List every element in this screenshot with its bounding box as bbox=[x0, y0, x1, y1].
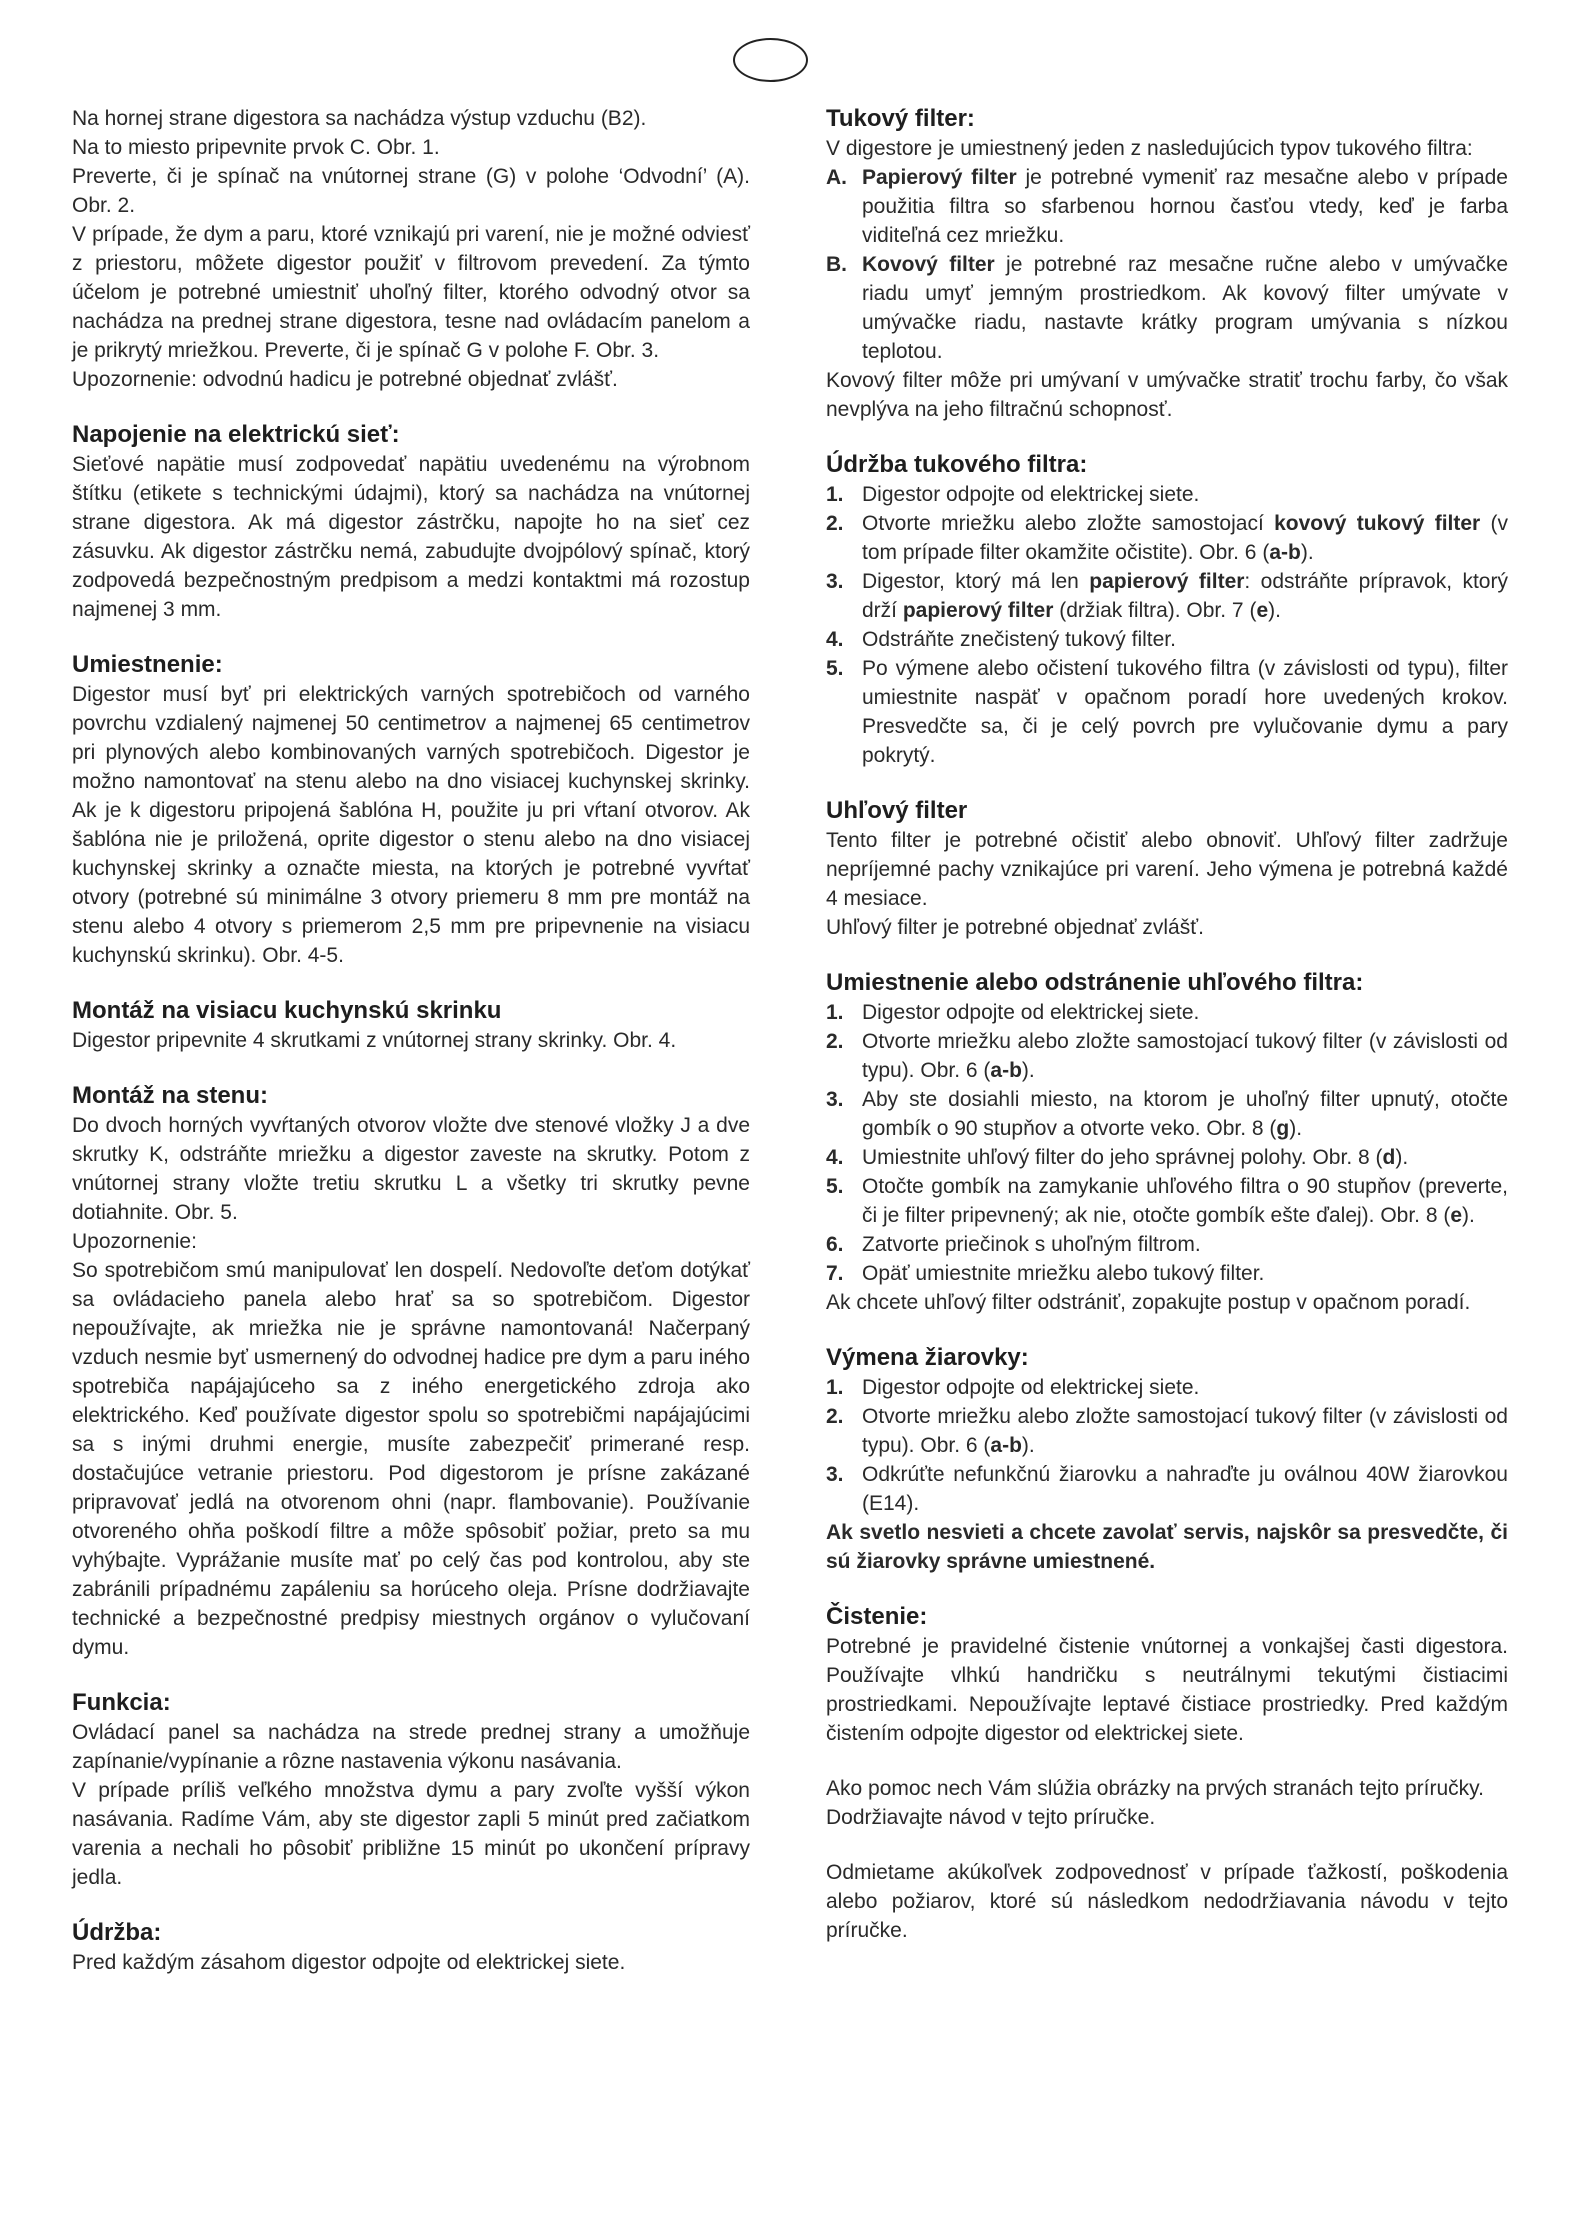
heading-cleaning: Čistenie: bbox=[826, 1603, 928, 1630]
wall-mount-text: Do dvoch horných vyvŕtaných otvorov vložte dve stenové vložky J a dve skrutky K, odstráňte mriežku a digestor zaveste na skrutky. Potom z vnútornej strany vložte tretiu skrutku L a všetky tri skrutky pevne dotiahnite. Obr. 5. bbox=[72, 1114, 750, 1224]
list-item: 5. Otočte gombík na zamykanie uhľového filtra o 90 stupňov (preverte, či je filter pripevnený; ak nie, otočte gombík ešte ďalej). Obr. 8 (e). bbox=[826, 1175, 1508, 1227]
heading-warning: Upozornenie: bbox=[72, 1230, 197, 1253]
list-item: 3. Odkrúťte nefunkčnú žiarovku a nahraďte ju oválnou 40W žiarovkou (E14). bbox=[826, 1463, 1508, 1515]
cabinet-mount-text: Digestor pripevnite 4 skrutkami z vnútornej strany skrinky. Obr. 4. bbox=[72, 1029, 677, 1052]
placement-text: Digestor musí byť pri elektrických varných spotrebičoch od varného povrchu vzdialený najmenej 50 centimetrov a najmenej 65 centimetrov pri plynových alebo kombinovaných varných spotrebičoch. Digestor je možno namontovať na stenu alebo na dno visiacej kuchynskej skrinky. Ak je k digestoru pripojená šablóna H, použite ju pri vŕtaní otvorov. Ak šablóna nie je priložená, oprite digestor o stenu alebo na dno visiacej kuchynskej skrinky a označte miesta, na ktorých je potrebné vyvŕtať otvory (potrebné sú minimálne 3 otvory priemeru 8 mm pre montáž na stenu alebo 4 otvory s priemerom 2,5 mm pre pripevnenie na visiacu kuchynskú skrinku). Obr. 4-5. bbox=[72, 683, 750, 967]
list-item: 1. Digestor odpojte od elektrickej siete. bbox=[826, 1376, 1200, 1399]
intro-3: Preverte, či je spínač na vnútornej strane (G) v polohe ‘Odvodní’ (A). Obr. 2. bbox=[72, 165, 750, 217]
grease-filter-intro: V digestore je umiestnený jeden z nasledujúcich typov tukového filtra: bbox=[826, 137, 1473, 160]
intro-2: Na to miesto pripevnite prvok C. Obr. 1. bbox=[72, 136, 440, 159]
heading-grease-filter: Tukový filter: bbox=[826, 105, 975, 132]
intro-1: Na hornej strane digestora sa nachádza výstup vzduchu (B2). bbox=[72, 107, 647, 130]
heading-wall-mount: Montáž na stenu: bbox=[72, 1082, 268, 1109]
list-item: 7. Opäť umiestnite mriežku alebo tukový filter. bbox=[826, 1262, 1265, 1285]
list-item: 4. Odstráňte znečistený tukový filter. bbox=[826, 628, 1176, 651]
list-item: 2. Otvorte mriežku alebo zložte samostojací kovový tukový filter (v tom prípade filter okamžite očistite). Obr. 6 (a-b). bbox=[826, 512, 1509, 564]
heading-grease-maintenance: Údržba tukového filtra: bbox=[826, 451, 1088, 478]
heading-function: Funkcia: bbox=[72, 1689, 171, 1716]
list-item: B. Kovový filter je potrebné raz mesačne ručne alebo v umývačke riadu umyť jemným prostriedkom. Ak kovový filter umývate v umývačke riadu, nastavte krátky program umývania s nízkou teplotou. bbox=[826, 253, 1509, 363]
heading-bulb: Výmena žiarovky: bbox=[826, 1344, 1029, 1371]
help-text-1: Ako pomoc nech Vám slúžia obrázky na prvých stranách tejto príručky. bbox=[826, 1777, 1484, 1800]
carbon-filter-text: Tento filter je potrebné očistiť alebo obnoviť. Uhľový filter zadržuje nepríjemné pachy vznikajúce pri varení. Jeho výmena je potrebná každé 4 mesiace. bbox=[826, 829, 1508, 910]
intro-5: Upozornenie: odvodnú hadicu je potrebné objednať zvlášť. bbox=[72, 368, 618, 391]
list-item: 2. Otvorte mriežku alebo zložte samostojací tukový filter (v závislosti od typu). Obr. 6 (a-b). bbox=[826, 1030, 1508, 1082]
left-column bbox=[72, 104, 750, 1977]
heading-electrical: Napojenie na elektrickú sieť: bbox=[72, 421, 400, 448]
list-item: 6. Zatvorte priečinok s uhoľným filtrom. bbox=[826, 1233, 1201, 1256]
disclaimer-text: Odmietame akúkoľvek zodpovednosť v prípade ťažkostí, poškodenia alebo požiarov, ktoré sú následkom nedodržiavania návodu v tejto príručke. bbox=[826, 1861, 1508, 1942]
grease-filter-note: Kovový filter môže pri umývaní v umývačke stratiť trochu farby, čo však nevplýva na jeho filtračnú schopnosť. bbox=[826, 369, 1508, 421]
heading-cabinet-mount: Montáž na visiacu kuchynskú skrinku bbox=[72, 997, 502, 1024]
cleaning-text: Potrebné je pravidelné čistenie vnútornej a vonkajšej časti digestora. Používajte vlhkú handričku s neutrálnymi tekutými čistiacimi prostriedkami. Nepoužívajte leptavé čistiace prostriedky. Pred každým čistením odpojte digestor od elektrickej siete. bbox=[826, 1635, 1508, 1745]
right-column bbox=[826, 104, 1508, 1945]
carbon-filter-note: Uhľový filter je potrebné objednať zvlášť. bbox=[826, 916, 1204, 939]
electrical-text: Sieťové napätie musí zodpovedať napätiu uvedenému na výrobnom štítku (etikete s technickými údajmi), ktorý sa nachádza na vnútornej strane digestora. Ak má digestor zástrčku, napojte ho na sieť cez zásuvku. Ak digestor zástrčku nemá, zabudujte dvojpólový spínač, ktorý zodpovedá bezpečnostným predpisom a medzi kontaktmi má rozostup najmenej 3 mm. bbox=[72, 453, 750, 621]
list-item: 1. Digestor odpojte od elektrickej siete. bbox=[826, 483, 1200, 506]
bulb-warning: Ak svetlo nesvieti a chcete zavolať servis, najskôr sa presvedčte, či sú žiarovky správne umiestnené. bbox=[826, 1521, 1508, 1573]
list-item: 4. Umiestnite uhľový filter do jeho správnej polohy. Obr. 8 (d). bbox=[826, 1146, 1409, 1169]
carbon-removal-text: Ak chcete uhľový filter odstrániť, zopakujte postup v opačnom poradí. bbox=[826, 1291, 1471, 1314]
list-item: A. Papierový filter je potrebné vymeniť raz mesačne alebo v prípade použitia filtra so sfarbenou hornou časťou vtedy, keď je farba viditeľná cez mriežku. bbox=[826, 166, 1508, 247]
help-text-2: Dodržiavajte návod v tejto príručke. bbox=[826, 1806, 1156, 1829]
list-item: 5. Po výmene alebo očistení tukového filtra (v závislosti od typu), filter umiestnite naspäť v opačnom poradí hore uvedených krokov. Presvedčte sa, či je celý povrch pre vylučovanie dymu a pary pokrytý. bbox=[826, 657, 1508, 767]
language-badge bbox=[733, 38, 808, 82]
list-item: 2. Otvorte mriežku alebo zložte samostojací tukový filter (v závislosti od typu). Obr. 6 (a-b). bbox=[826, 1405, 1508, 1457]
maintenance-text: Pred každým zásahom digestor odpojte od elektrickej siete. bbox=[72, 1951, 626, 1974]
heading-carbon-placement: Umiestnenie alebo odstránenie uhľového filtra: bbox=[826, 969, 1364, 996]
list-item: 3. Aby ste dosiahli miesto, na ktorom je uhoľný filter upnutý, otočte gombík o 90 stupňov a otvorte veko. Obr. 8 (g). bbox=[826, 1088, 1508, 1140]
list-item: 3. Digestor, ktorý má len papierový filter: odstráňte prípravok, ktorý drží papierový filter (držiak filtra). Obr. 7 (e). bbox=[826, 570, 1508, 622]
heading-maintenance: Údržba: bbox=[72, 1919, 162, 1946]
heading-carbon-filter: Uhľový filter bbox=[826, 797, 968, 824]
list-item: 1. Digestor odpojte od elektrickej siete. bbox=[826, 1001, 1200, 1024]
intro-4: V prípade, že dym a paru, ktoré vznikajú pri varení, nie je možné odviesť z priestoru, môžete digestor použiť v filtrovom prevedení. Za týmto účelom je potrebné umiestniť uhoľný filter, ktorého odvodný otvor sa nachádza na prednej strane digestora, tesne nad ovládacím panelom a je prikrytý mriežkou. Preverte, či je spínač G v polohe F. Obr. 3. bbox=[72, 223, 750, 362]
warning-text: So spotrebičom smú manipulovať len dospelí. Nedovoľte deťom dotýkať sa ovládacieho panela alebo hrať sa so spotrebičom. Digestor nepoužívajte, ak mriežka nie je správne namontovaná! Načerpaný vzduch nesmie byť usmernený do odvodnej hadice pre dym a paru iného spotrebiča napájajúceho sa z iného energetického zdroja ako elektrického. Keď používate digestor spolu so spotrebičmi napájajúcimi sa s inými druhmi energie, musíte zabezpečiť primerané resp. dostačujúce vetranie priestoru. Pod digestorom je prísne zakázané pripravovať jedlá na otvorenom ohni (napr. flambovanie). Používanie otvoreného ohňa poškodí filtre a môže spôsobiť požiar, preto sa mu vyhýbajte. Vyprážanie musíte mať po celý čas pod kontrolou, aby ste zabránili prípadnému zapáleniu sa horúceho oleja. Prísne dodržiavajte technické a bezpečnostné predpisy miestnych orgánov o vylučovaní dymu. bbox=[72, 1259, 750, 1659]
function-text-2: V prípade príliš veľkého množstva dymu a pary zvoľte vyšší výkon nasávania. Radíme Vám, aby ste digestor zapli 5 minút pred začiatkom varenia a nechali ho pôsobiť približne 15 minút po ukončení prípravy jedla. bbox=[72, 1779, 750, 1889]
heading-placement: Umiestnenie: bbox=[72, 651, 223, 678]
function-text-1: Ovládací panel sa nachádza na strede prednej strany a umožňuje zapínanie/vypínanie a rôzne nastavenia výkonu nasávania. bbox=[72, 1721, 750, 1773]
